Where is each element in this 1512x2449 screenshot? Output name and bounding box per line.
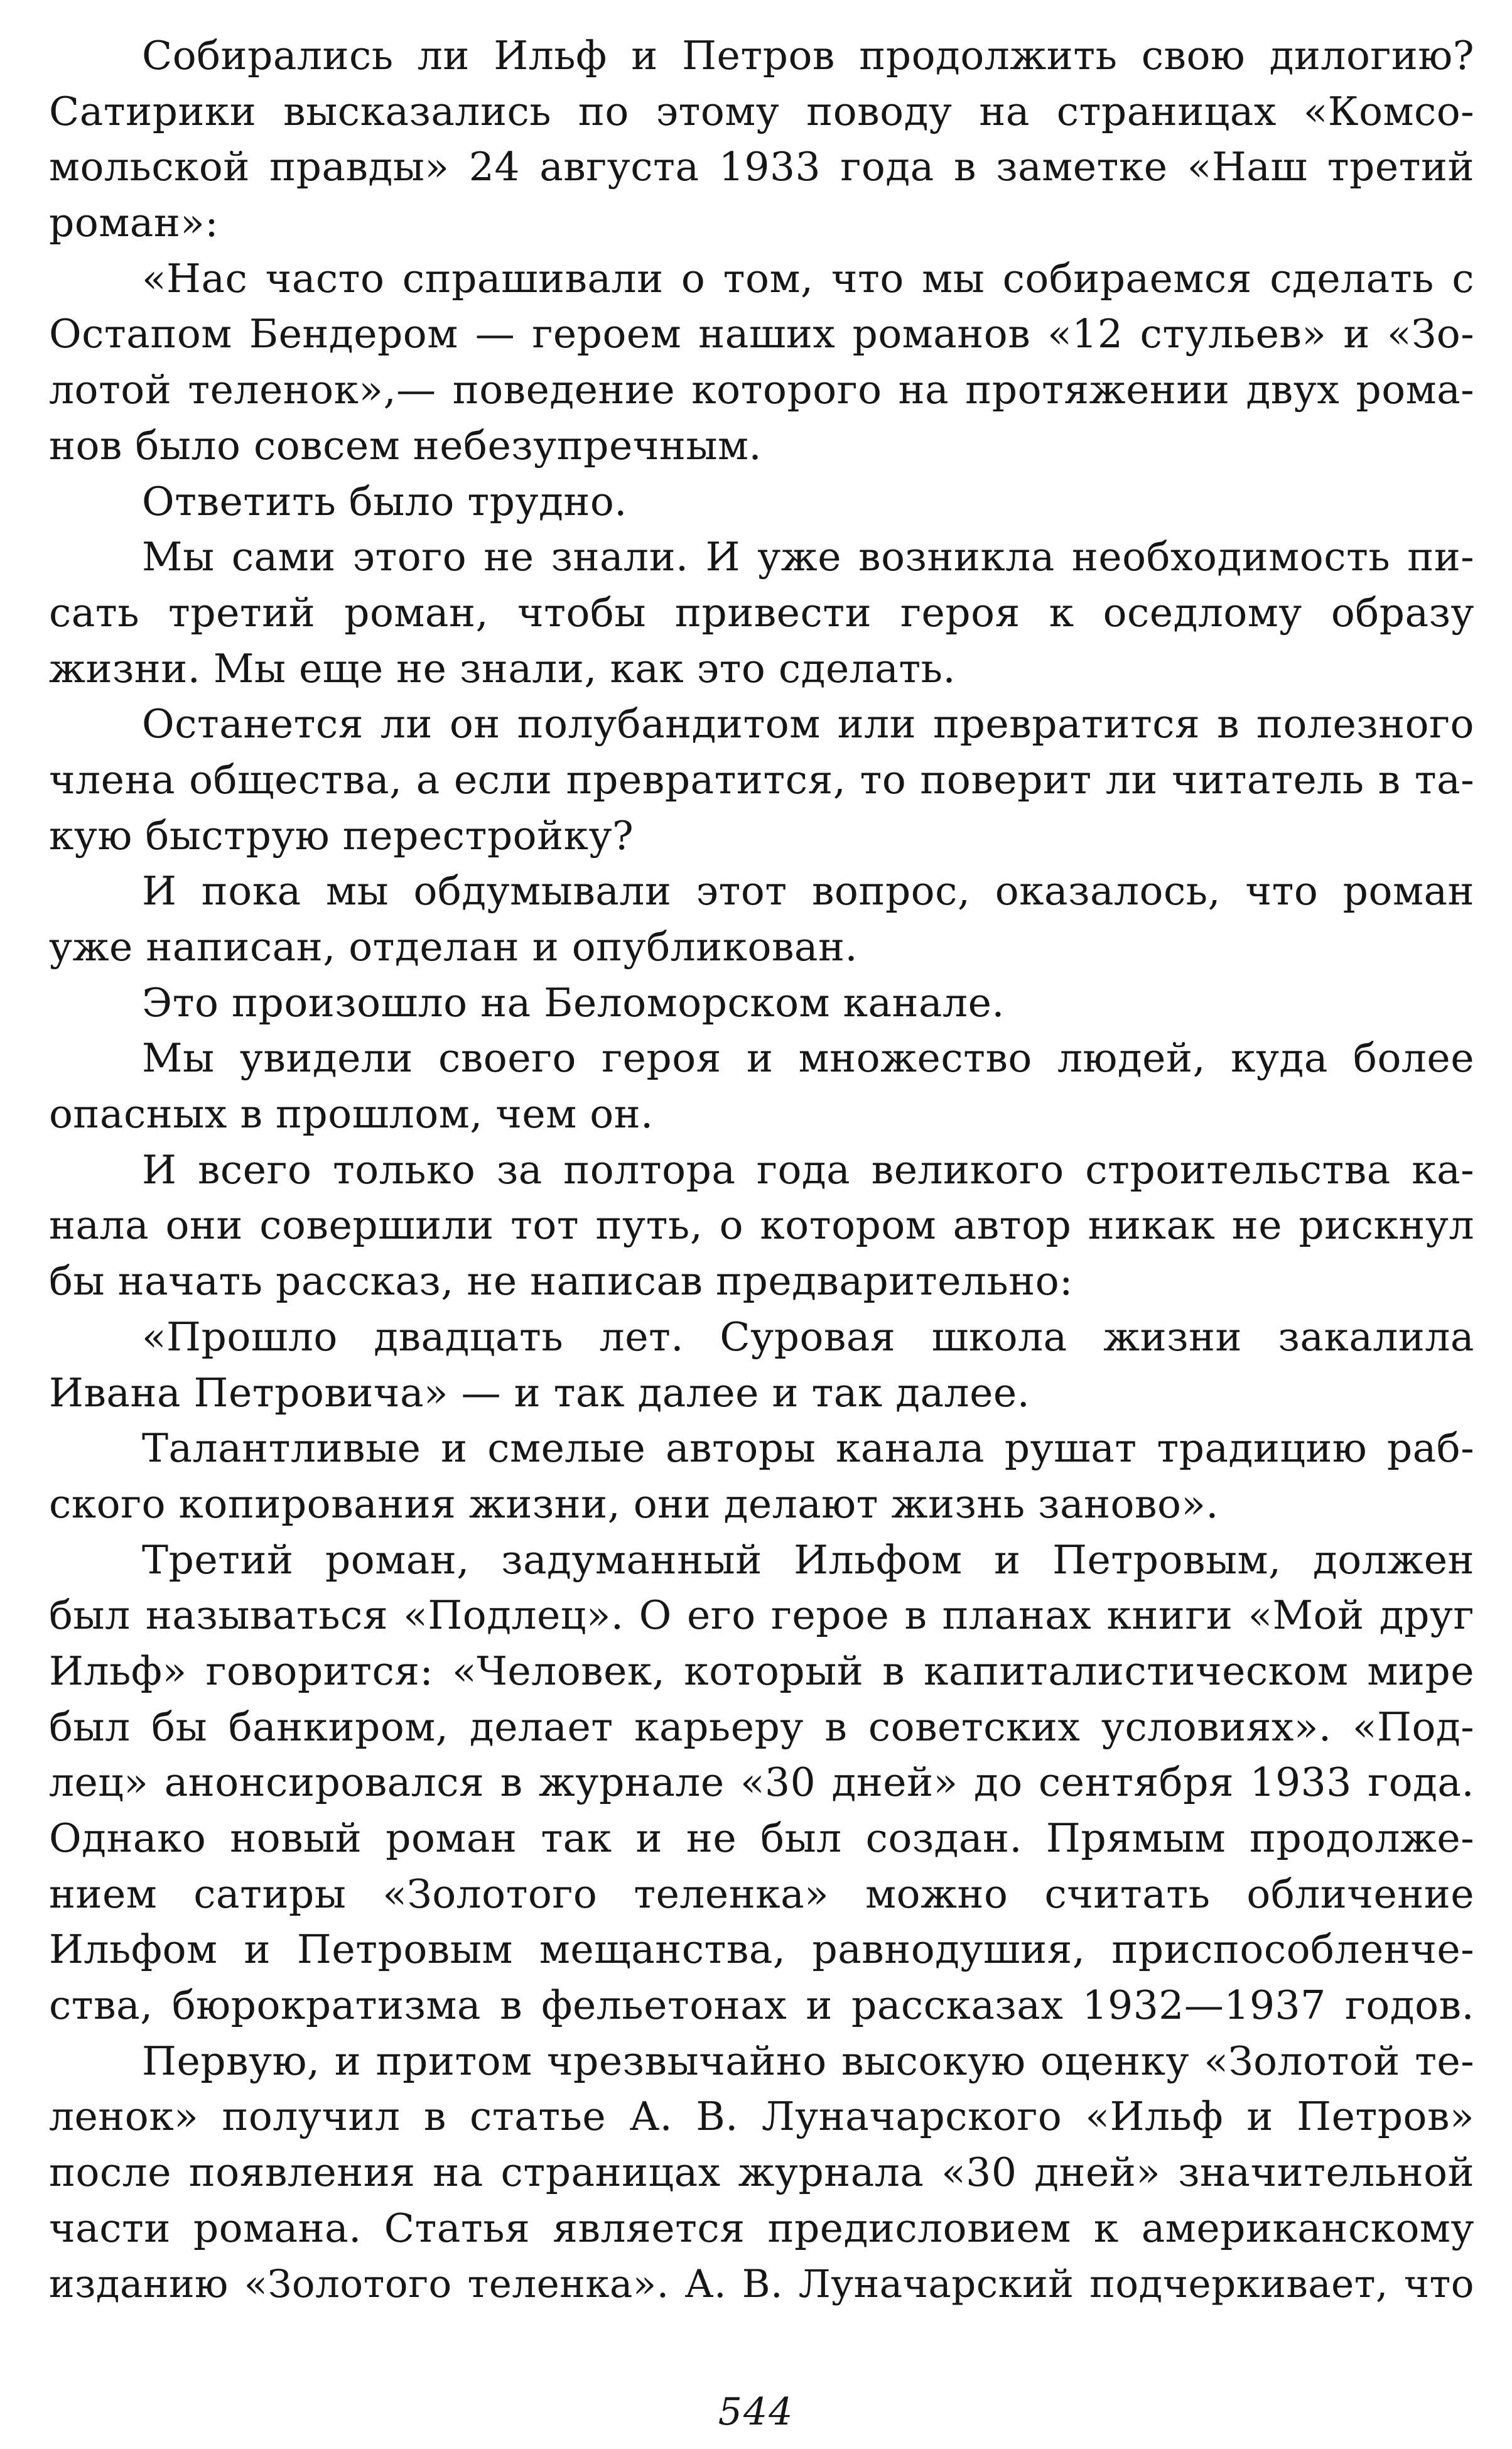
text-line: Ответить было трудно.: [142, 478, 627, 524]
text-line: «Нас часто спрашивали о том, что мы собираемся сделать с: [142, 255, 1474, 301]
page-number: 544: [718, 2390, 794, 2434]
text-line: члена общества, а если превратится, то поверит ли читатель в та-: [49, 756, 1474, 803]
text-line: уже написан, отделан и опубликован.: [49, 924, 858, 970]
text-line: лотой теленок»,— поведение которого на протяжении двух рома-: [49, 367, 1474, 413]
text-line: Мы сами этого не знали. И уже возникла необходимость пи-: [142, 534, 1474, 580]
text-line: Останется ли он полубандитом или превратится в полезного: [142, 701, 1474, 747]
text-line: ского копирования жизни, они делают жизнь заново».: [49, 1480, 1219, 1527]
text-line: нала они совершили тот путь, о котором автор никак не рискнул: [49, 1202, 1474, 1249]
text-line: Собирались ли Ильф и Петров продолжить свою дилогию?: [142, 33, 1474, 79]
text-line: бы начать рассказ, не написав предварительно:: [49, 1258, 1073, 1305]
text-line: сать третий роман, чтобы привести героя к оседлому образу: [49, 589, 1474, 636]
text-line: ства, бюрократизма в фельетонах и рассказах 1932—1937 годов.: [49, 1982, 1474, 2029]
text-line: нием сатиры «Золотого теленка» можно считать обличение: [49, 1871, 1474, 1917]
text-line: опасных в прошлом, чем он.: [49, 1091, 654, 1138]
text-line: части романа. Статья является предисловием к американскому: [49, 2205, 1474, 2251]
text-line: после появления на страницах журнала «30 дней» значительной: [49, 2149, 1474, 2196]
text-line: лец» анонсировался в журнале «30 дней» до сентября 1933 года.: [49, 1759, 1474, 1806]
text-line: нов было совсем небезупречным.: [49, 422, 762, 469]
text-line: Ивана Петровича» — и так далее и так далее.: [49, 1369, 1030, 1416]
text-line: ленок» получил в статье А. В. Луначарского «Ильф и Петров»: [49, 2093, 1474, 2140]
text-line: был называться «Подлец». О его герое в планах книги «Мой друг: [49, 1592, 1474, 1639]
text-line: жизни. Мы еще не знали, как это сделать.: [49, 645, 956, 692]
text-line: Талантливые и смелые авторы канала рушат традицию раб-: [142, 1425, 1474, 1472]
text-line: Ильф» говорится: «Человек, который в капиталистическом мире: [49, 1648, 1474, 1694]
text-line: Третий роман, задуманный Ильфом и Петровым, должен: [142, 1536, 1474, 1583]
text-line: роман»:: [49, 200, 219, 246]
text-line: Однако новый роман так и не был создан. Прямым продолже-: [49, 1815, 1474, 1861]
text-line: был бы банкиром, делает карьеру в советских условиях». «Под-: [49, 1703, 1474, 1750]
text-line: Это произошло на Беломорском канале.: [142, 979, 1005, 1026]
body-text: [49, 28, 1474, 2312]
text-line: «Прошло двадцать лет. Суровая школа жизни закалила: [142, 1313, 1474, 1360]
text-line: И пока мы обдумывали этот вопрос, оказалось, что роман: [142, 868, 1474, 915]
text-line: Ильфом и Петровым мещанства, равнодушия, приспособленче-: [49, 1926, 1474, 1973]
text-line: изданию «Золотого теленка». А. В. Луначарский подчеркивает, что: [49, 2261, 1474, 2306]
text-line: Мы увидели своего героя и множество людей, куда более: [142, 1035, 1474, 1082]
text-line: Первую, и притом чрезвычайно высокую оценку «Золотой те-: [142, 2038, 1474, 2084]
text-line: кую быструю перестройку?: [49, 812, 634, 859]
text-line: И всего только за полтора года великого строительства ка-: [142, 1146, 1474, 1193]
text-line: Сатирики высказались по этому поводу на страницах «Комсо-: [49, 88, 1474, 134]
text-line: Остапом Бендером — героем наших романов «12 стульев» и «Зо-: [49, 311, 1474, 357]
text-line: мольской правды» 24 августа 1933 года в заметке «Наш третий: [49, 144, 1474, 190]
